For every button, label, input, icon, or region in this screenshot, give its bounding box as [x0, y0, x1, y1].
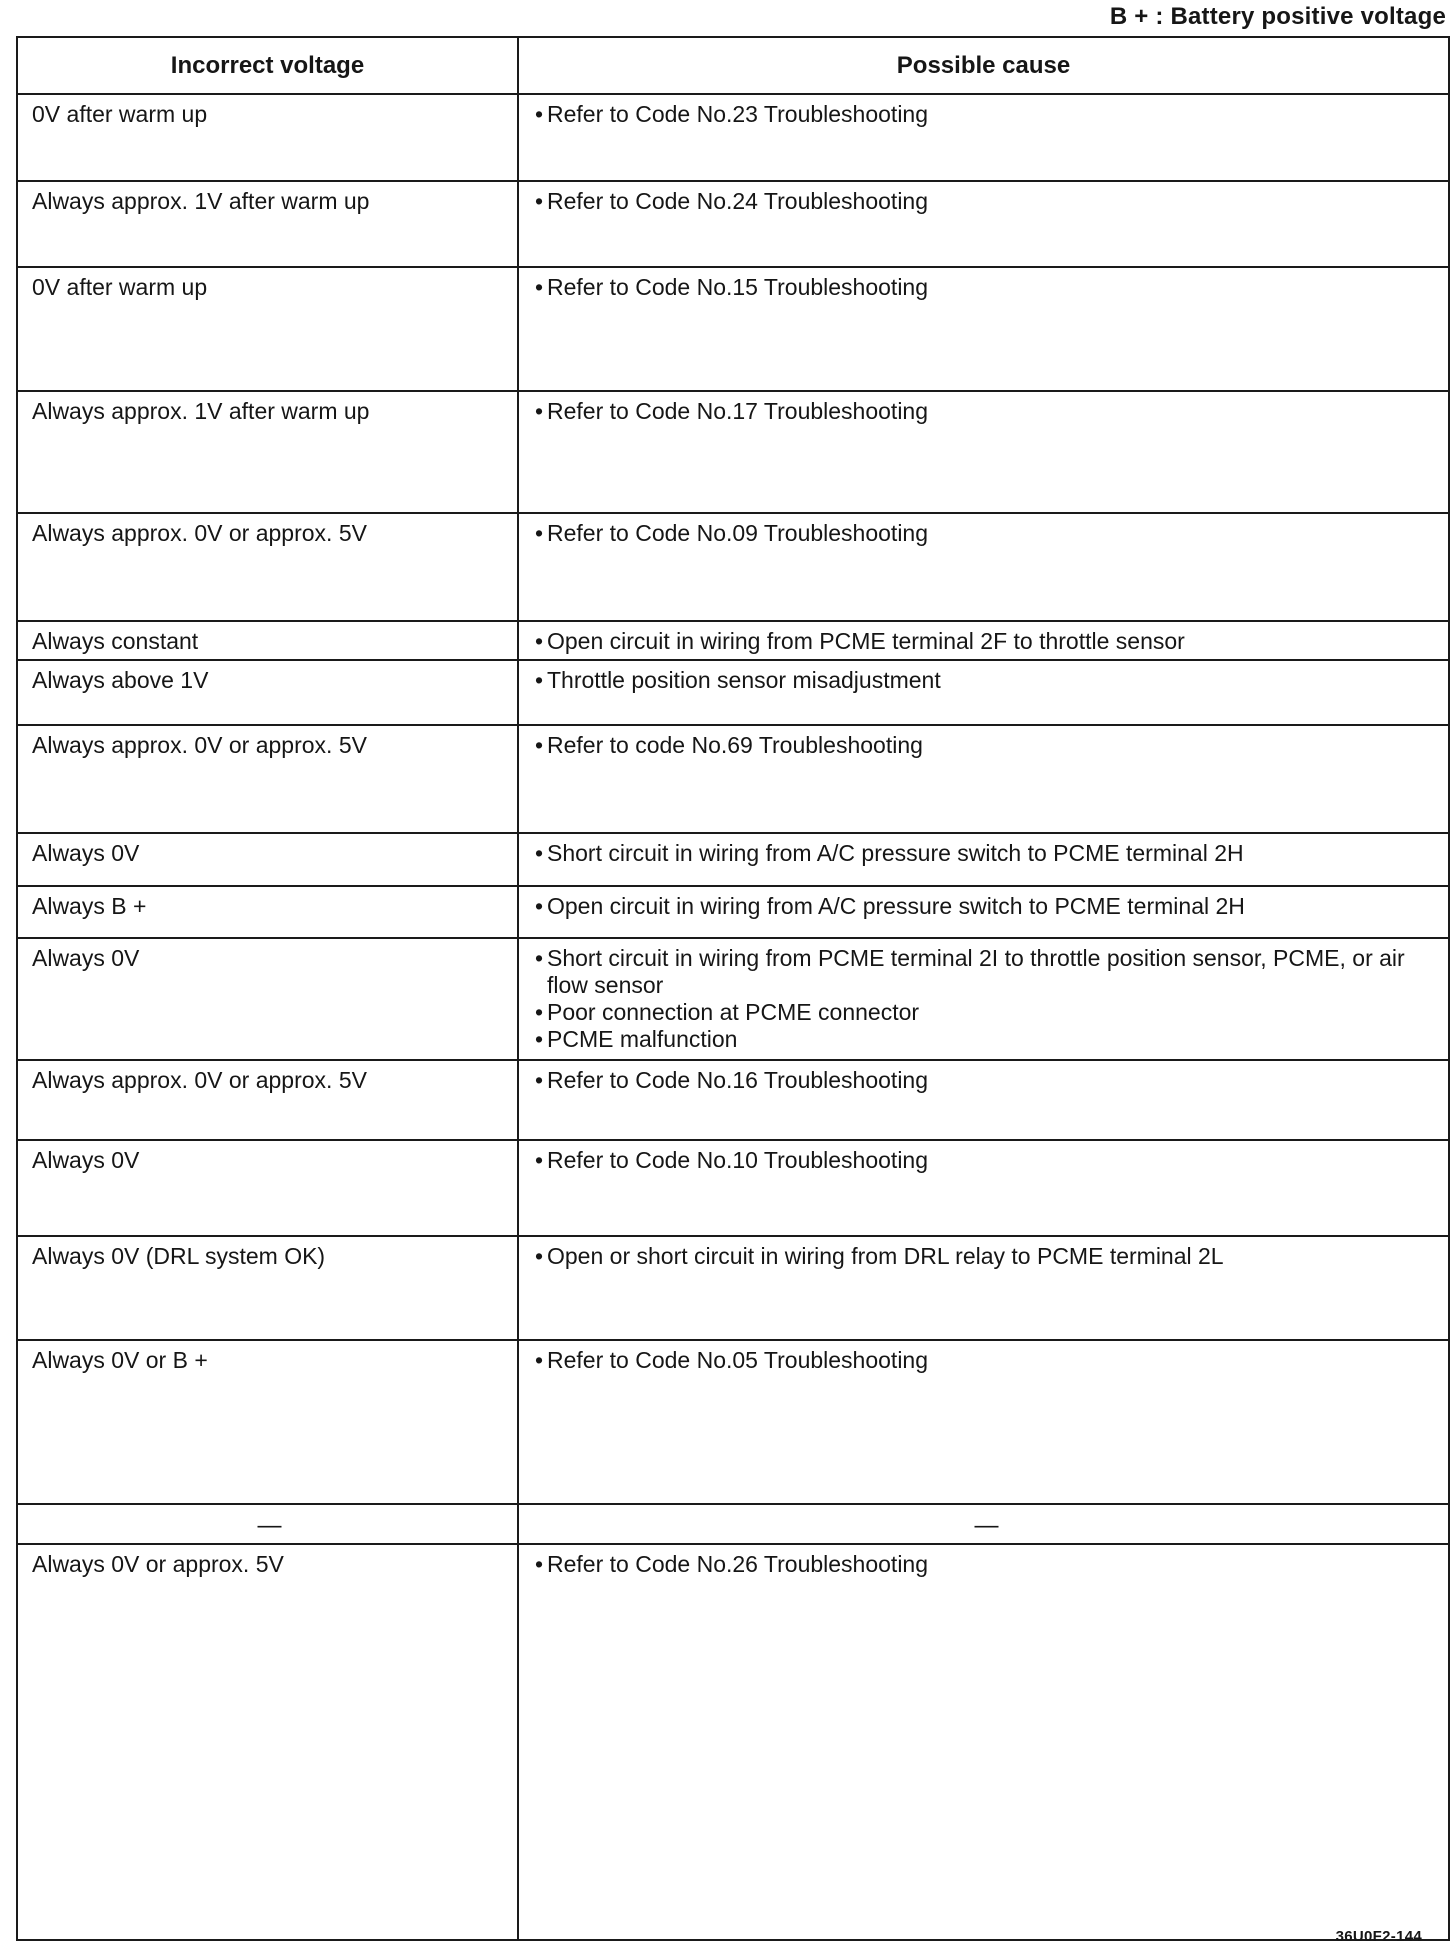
table-row: [17, 660, 1449, 725]
possible-cause-cell: [518, 391, 1449, 513]
incorrect-voltage-cell: Always 0V or approx. 5V: [17, 1544, 518, 1940]
cause-item: • Refer to Code No.16 Troubleshooting: [535, 1067, 1438, 1094]
cause-item: • Open circuit in wiring from A/C pressure switch to PCME terminal 2H: [535, 893, 1438, 920]
incorrect-voltage-cell: Always above 1V: [17, 660, 518, 725]
table-body: [17, 94, 1449, 1940]
cause-item: • Refer to Code No.05 Troubleshooting: [535, 1347, 1438, 1374]
table-row: [17, 938, 1449, 1060]
table-row: [17, 1060, 1449, 1140]
cause-list: [535, 732, 1438, 759]
table-row: [17, 1140, 1449, 1236]
cause-item: • PCME malfunction: [535, 1026, 1438, 1053]
cause-item: • Short circuit in wiring from PCME terminal 2I to throttle position sensor, PCME, or air flow sensor: [535, 945, 1438, 999]
possible-cause-cell: [518, 181, 1449, 267]
cause-list: [535, 840, 1438, 867]
incorrect-voltage-cell: Always approx. 1V after warm up: [17, 391, 518, 513]
cause-item: • Refer to Code No.15 Troubleshooting: [535, 274, 1438, 301]
table-row: [17, 181, 1449, 267]
cause-item: • Throttle position sensor misadjustment: [535, 667, 1438, 694]
possible-cause-cell: [518, 1060, 1449, 1140]
cause-list: [535, 1243, 1438, 1270]
table-row: [17, 1544, 1449, 1940]
cause-item: • Refer to Code No.24 Troubleshooting: [535, 188, 1438, 215]
possible-cause-cell: [518, 94, 1449, 181]
table-row: [17, 267, 1449, 391]
cause-list: [535, 520, 1438, 547]
cause-list: [535, 893, 1438, 920]
possible-cause-cell: [518, 660, 1449, 725]
cause-item: • Refer to Code No.10 Troubleshooting: [535, 1147, 1438, 1174]
table-row: [17, 886, 1449, 938]
incorrect-voltage-cell: Always B +: [17, 886, 518, 938]
possible-cause-cell: [518, 1340, 1449, 1504]
table-row: [17, 391, 1449, 513]
table-row: [17, 513, 1449, 621]
table-row: [17, 1236, 1449, 1340]
cause-item: • Open or short circuit in wiring from DRL relay to PCME terminal 2L: [535, 1243, 1438, 1270]
cause-list: [535, 667, 1438, 694]
figure-code: 36U0F2-144: [1335, 1928, 1422, 1945]
table-row: [17, 621, 1449, 660]
cause-item: • Refer to Code No.26 Troubleshooting: [535, 1551, 1438, 1578]
incorrect-voltage-cell: Always approx. 0V or approx. 5V: [17, 1060, 518, 1140]
incorrect-voltage-cell: 0V after warm up: [17, 94, 518, 181]
incorrect-voltage-cell: Always 0V or B +: [17, 1340, 518, 1504]
possible-cause-cell: [518, 833, 1449, 886]
possible-cause-cell: —: [518, 1504, 1449, 1544]
incorrect-voltage-cell: Always 0V: [17, 938, 518, 1060]
incorrect-voltage-cell: —: [17, 1504, 518, 1544]
incorrect-voltage-cell: 0V after warm up: [17, 267, 518, 391]
incorrect-voltage-cell: Always approx. 1V after warm up: [17, 181, 518, 267]
cause-list: [535, 1551, 1438, 1578]
possible-cause-cell: [518, 1544, 1449, 1940]
cause-list: [535, 1147, 1438, 1174]
cause-item: • Refer to code No.69 Troubleshooting: [535, 732, 1438, 759]
cause-item: • Refer to Code No.17 Troubleshooting: [535, 398, 1438, 425]
cause-item: • Poor connection at PCME connector: [535, 999, 1438, 1026]
incorrect-voltage-cell: Always constant: [17, 621, 518, 660]
cause-item: • Short circuit in wiring from A/C pressure switch to PCME terminal 2H: [535, 840, 1438, 867]
possible-cause-cell: [518, 938, 1449, 1060]
incorrect-voltage-cell: Always approx. 0V or approx. 5V: [17, 513, 518, 621]
battery-voltage-legend: B + : Battery positive voltage: [1109, 3, 1446, 30]
possible-cause-cell: [518, 1236, 1449, 1340]
cause-item: • Refer to Code No.23 Troubleshooting: [535, 101, 1438, 128]
cause-list: [535, 1347, 1438, 1374]
cause-list: [535, 101, 1438, 128]
header-incorrect-voltage: Incorrect voltage: [17, 37, 518, 94]
possible-cause-cell: [518, 725, 1449, 833]
cause-item: • Open circuit in wiring from PCME terminal 2F to throttle sensor: [535, 628, 1438, 655]
possible-cause-cell: [518, 621, 1449, 660]
incorrect-voltage-cell: Always approx. 0V or approx. 5V: [17, 725, 518, 833]
possible-cause-cell: [518, 1140, 1449, 1236]
table-header-row: [17, 37, 1449, 94]
incorrect-voltage-cell: Always 0V (DRL system OK): [17, 1236, 518, 1340]
possible-cause-cell: [518, 886, 1449, 938]
cause-list: [535, 628, 1438, 655]
cause-list: [535, 1067, 1438, 1094]
table-row: [17, 725, 1449, 833]
incorrect-voltage-cell: Always 0V: [17, 833, 518, 886]
cause-item: • Refer to Code No.09 Troubleshooting: [535, 520, 1438, 547]
table-row: [17, 1340, 1449, 1504]
possible-cause-cell: [518, 267, 1449, 391]
cause-list: [535, 945, 1438, 1053]
cause-list: [535, 398, 1438, 425]
cause-list: [535, 274, 1438, 301]
incorrect-voltage-cell: Always 0V: [17, 1140, 518, 1236]
cause-list: [535, 188, 1438, 215]
header-possible-cause: Possible cause: [518, 37, 1449, 94]
possible-cause-cell: [518, 513, 1449, 621]
voltage-troubleshooting-table: [16, 36, 1450, 1941]
table-row: [17, 833, 1449, 886]
table-row: [17, 94, 1449, 181]
table-row: [17, 1504, 1449, 1544]
